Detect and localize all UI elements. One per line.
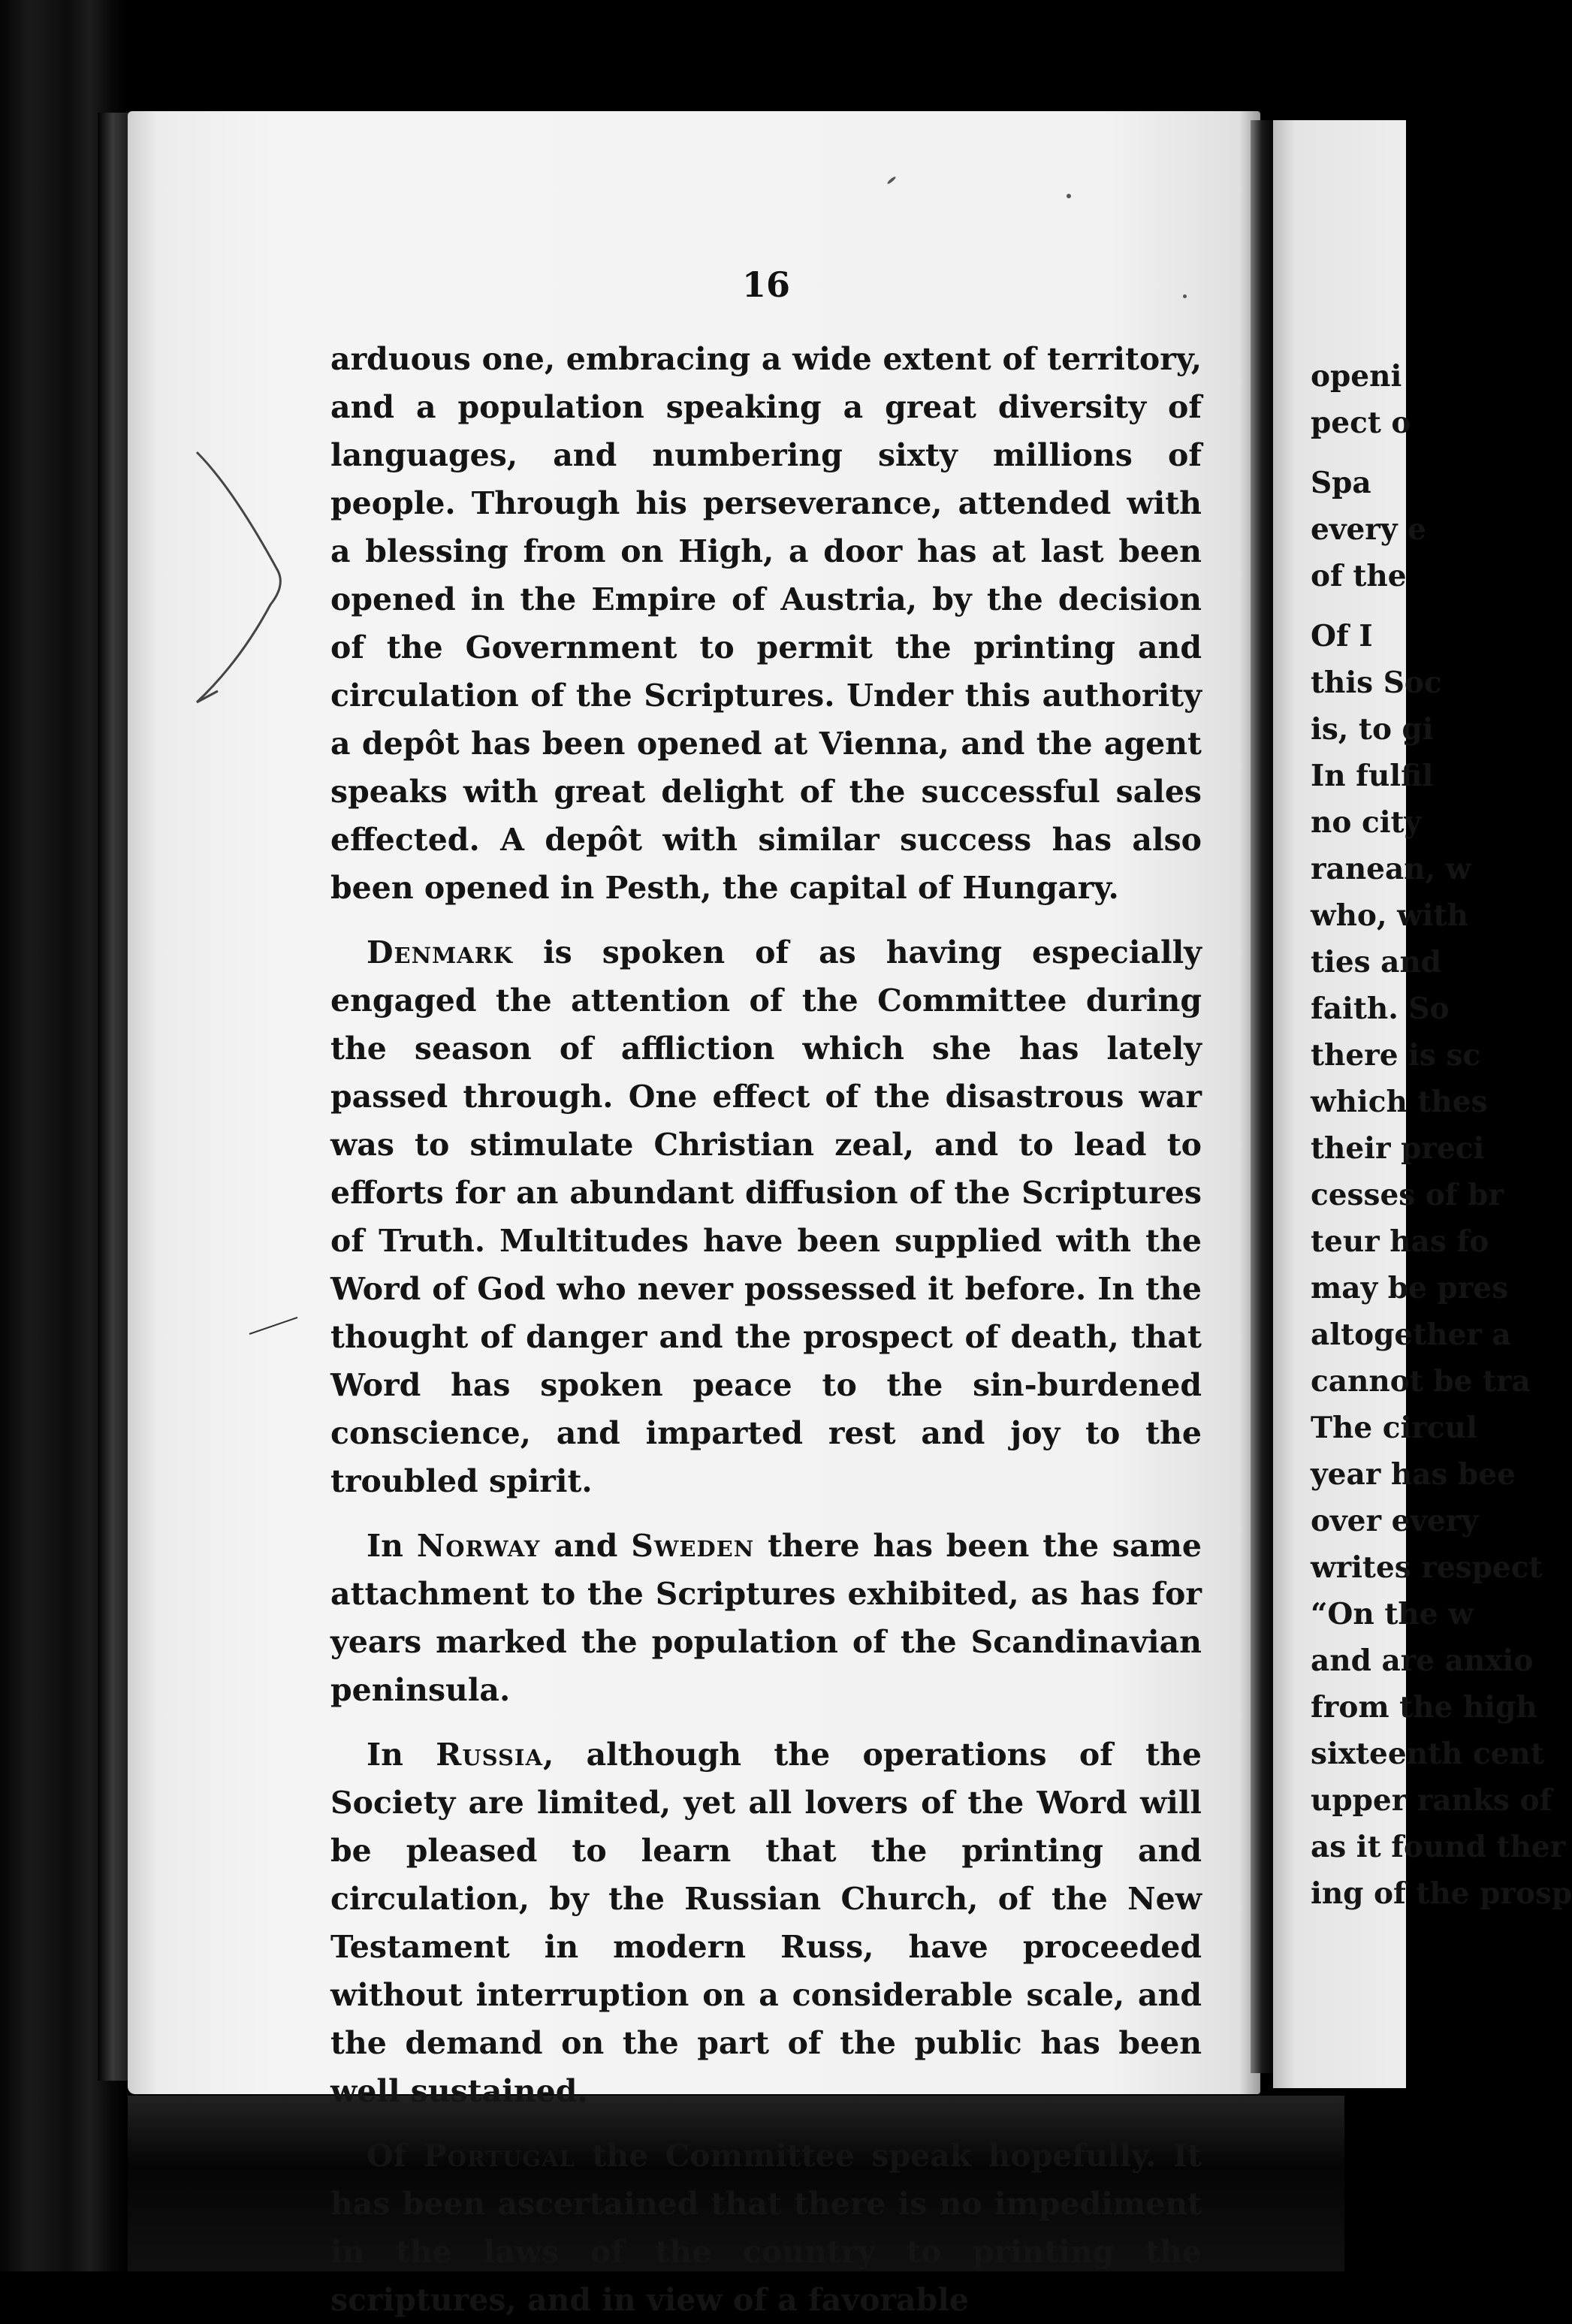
ink-speck (1067, 194, 1071, 198)
facing-page-line: cesses of br (1311, 1178, 1504, 1212)
facing-page-line: teur has fo (1311, 1224, 1489, 1259)
paragraph-text: there has been the same attachment to the Scriptures exhibited, as has for years marked the population of the Scandinavian peninsula. (330, 1528, 1202, 1708)
line-gap (1311, 599, 1406, 613)
facing-page-line: of the (1311, 559, 1407, 593)
facing-page-line: In fulfil (1311, 759, 1434, 793)
facing-page-line: over every (1311, 1504, 1479, 1538)
paragraph-russia (330, 1731, 1202, 2115)
facing-page-line: as it found ther (1311, 1830, 1566, 1864)
page-number: 16 (741, 264, 790, 305)
facing-page-line: faith. So (1311, 991, 1450, 1026)
facing-page-line: upper ranks of (1311, 1783, 1552, 1818)
paragraph-prefix: In (367, 1737, 436, 1773)
facing-page-line: year has bee (1311, 1457, 1516, 1492)
country-name-portugal: Portugal (423, 2138, 575, 2174)
facing-page-line: and are anxio (1311, 1643, 1534, 1678)
facing-page-line: altogether a (1311, 1317, 1511, 1352)
paragraph-austria: arduous one, embracing a wide extent of territory, and a population speaking a great diversity of languages, and numbering sixty millions of people. Through his perseverance, attended with a blessing from on High, a door has at last been opened in the Empire of Austria, by the decision of the Government to permit the printing and circulation of the Scriptures. Under this authority a depôt has been opened at Vienna, and the agent speaks with great delight of the successful sales effected. A depôt with similar success has also been opened in Pesth, the capital of Hungary. (330, 341, 1202, 906)
facing-page-line: is, to gi (1311, 712, 1434, 747)
facing-page-line: ties and (1311, 945, 1442, 979)
facing-page-line: from the high (1311, 1690, 1537, 1725)
facing-page-line: pect o (1311, 406, 1411, 440)
paragraph-prefix: In (367, 1528, 417, 1564)
facing-page-line: ranean, w (1311, 852, 1471, 886)
facing-page-line: “On the w (1311, 1597, 1474, 1631)
facing-page-line: openi (1311, 359, 1402, 394)
book-gutter (1251, 120, 1273, 2073)
paragraph-text: the Committee speak hopefully. It has been ascertained that there is no impediment in the laws of the country to printing the scriptures, and in view of a favorable (330, 2138, 1202, 2318)
facing-page-line: sixteenth cent (1311, 1737, 1544, 1771)
paragraph-text: , although the operations of the Society are limited, yet all lovers of the Word will be pleased to learn that the printing and circulation, by the Russian Church, of the New Testament in modern Russ, have proceeded without interruption on a considerable scale, and the demand on the part of the public has been well sustained. (330, 1737, 1202, 2109)
country-name-denmark: Denmark (367, 934, 514, 970)
facing-page-line: who, with (1311, 898, 1468, 933)
country-name-russia: Russia (436, 1737, 543, 1773)
facing-page-line: there is sc (1311, 1038, 1481, 1073)
facing-page-line: writes respect (1311, 1550, 1543, 1585)
paragraph-text: is spoken of as having especially engaged the attention of the Committee during the season of affliction which she has lately passed through. One effect of the disastrous war was to stimulate Christian zeal, and to lead to efforts for an abundant diffusion of the Scriptures of Truth. Multitudes have been supplied with the Word of God who never possessed it before. In the thought of danger and the prospect of death, that Word has spoken peace to the sin-burdened conscience, and imparted rest and joy to the troubled spirit. (330, 934, 1202, 1499)
paragraph-prefix: Of (367, 2138, 424, 2174)
facing-page-line: cannot be tra (1311, 1364, 1531, 1399)
facing-page-line: Spa (1311, 466, 1371, 500)
country-name-sweden: Sweden (631, 1528, 755, 1564)
facing-page-line: every e (1311, 512, 1426, 547)
facing-page-line: this Soc (1311, 666, 1442, 700)
facing-page-line: which thes (1311, 1085, 1488, 1119)
pencil-bracket-mark (188, 443, 300, 714)
paragraph-portugal (330, 2132, 1202, 2324)
page-text (330, 335, 1202, 2324)
facing-page-line: Of I (1311, 619, 1373, 653)
facing-page-line: The circul (1311, 1411, 1477, 1445)
pencil-tick-mark (248, 1314, 300, 1337)
facing-page-text (1311, 353, 1572, 1917)
ink-speck (1183, 294, 1187, 298)
facing-page-line: their preci (1311, 1131, 1485, 1166)
country-name-norway: Norway (416, 1528, 541, 1564)
line-gap (1311, 446, 1406, 460)
facing-page-line: ing of the prosp (1311, 1876, 1572, 1911)
paragraph-norway-sweden (330, 1522, 1202, 1714)
facing-page-line: no city (1311, 805, 1422, 840)
paragraph-conjunction: and (540, 1528, 632, 1564)
paragraph-denmark (330, 928, 1202, 1505)
facing-page-line: may be pres (1311, 1271, 1509, 1305)
